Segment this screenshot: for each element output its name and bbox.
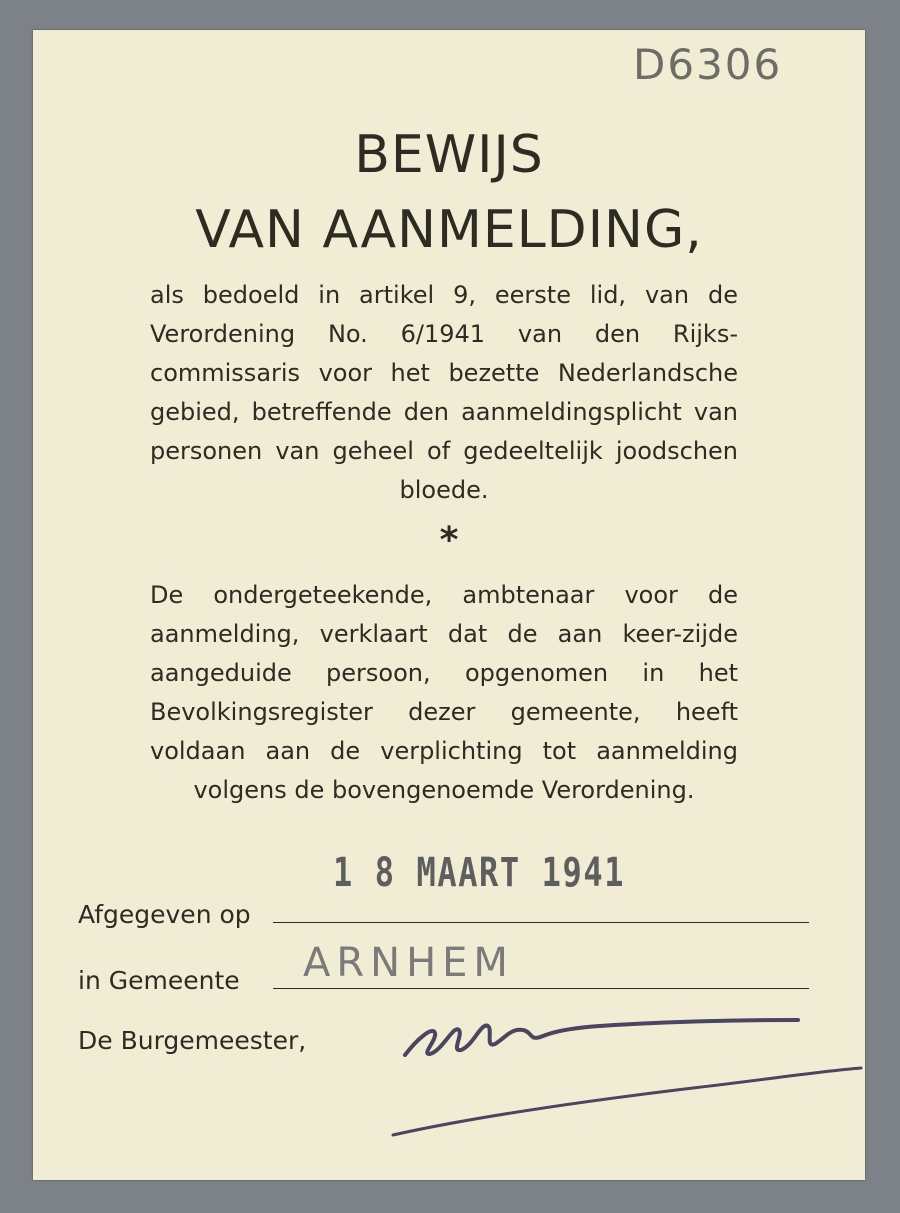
issued-label: Afgegeven op — [78, 900, 251, 929]
document-card — [33, 30, 865, 1180]
reference-number: D6306 — [633, 40, 783, 89]
legal-reference-paragraph: als bedoeld in artikel 9, eerste lid, van de Verordening No. 6/1941 van den Rijks-commissaris voor het bezette Nederlandsche gebied, betreffende den aanmeldingsplicht van personen van geheel of gedeeltelijk joodschen bloede. — [150, 281, 738, 504]
declaration-paragraph: De ondergeteekende, ambtenaar voor de aanmelding, verklaart dat de aan keer-zijde aangeduide persoon, opgenomen in het Bevolkingsregister dezer gemeente, heeft voldaan aan de verplichting tot aanmelding volgens de bovengenoemde Verordening. — [150, 581, 738, 804]
municipality-stamp: ARNHEM — [303, 940, 514, 986]
date-stamp: 1 8 MAART 1941 — [333, 850, 626, 896]
title-line-2: VAN AANMELDING, — [195, 200, 703, 260]
municipality-label: in Gemeente — [78, 966, 240, 995]
mayor-label: De Burgemeester, — [78, 1026, 307, 1055]
separator-asterisk: * — [439, 520, 459, 561]
title-line-1: BEWIJS — [354, 125, 544, 185]
mayor-signature — [33, 30, 865, 1180]
